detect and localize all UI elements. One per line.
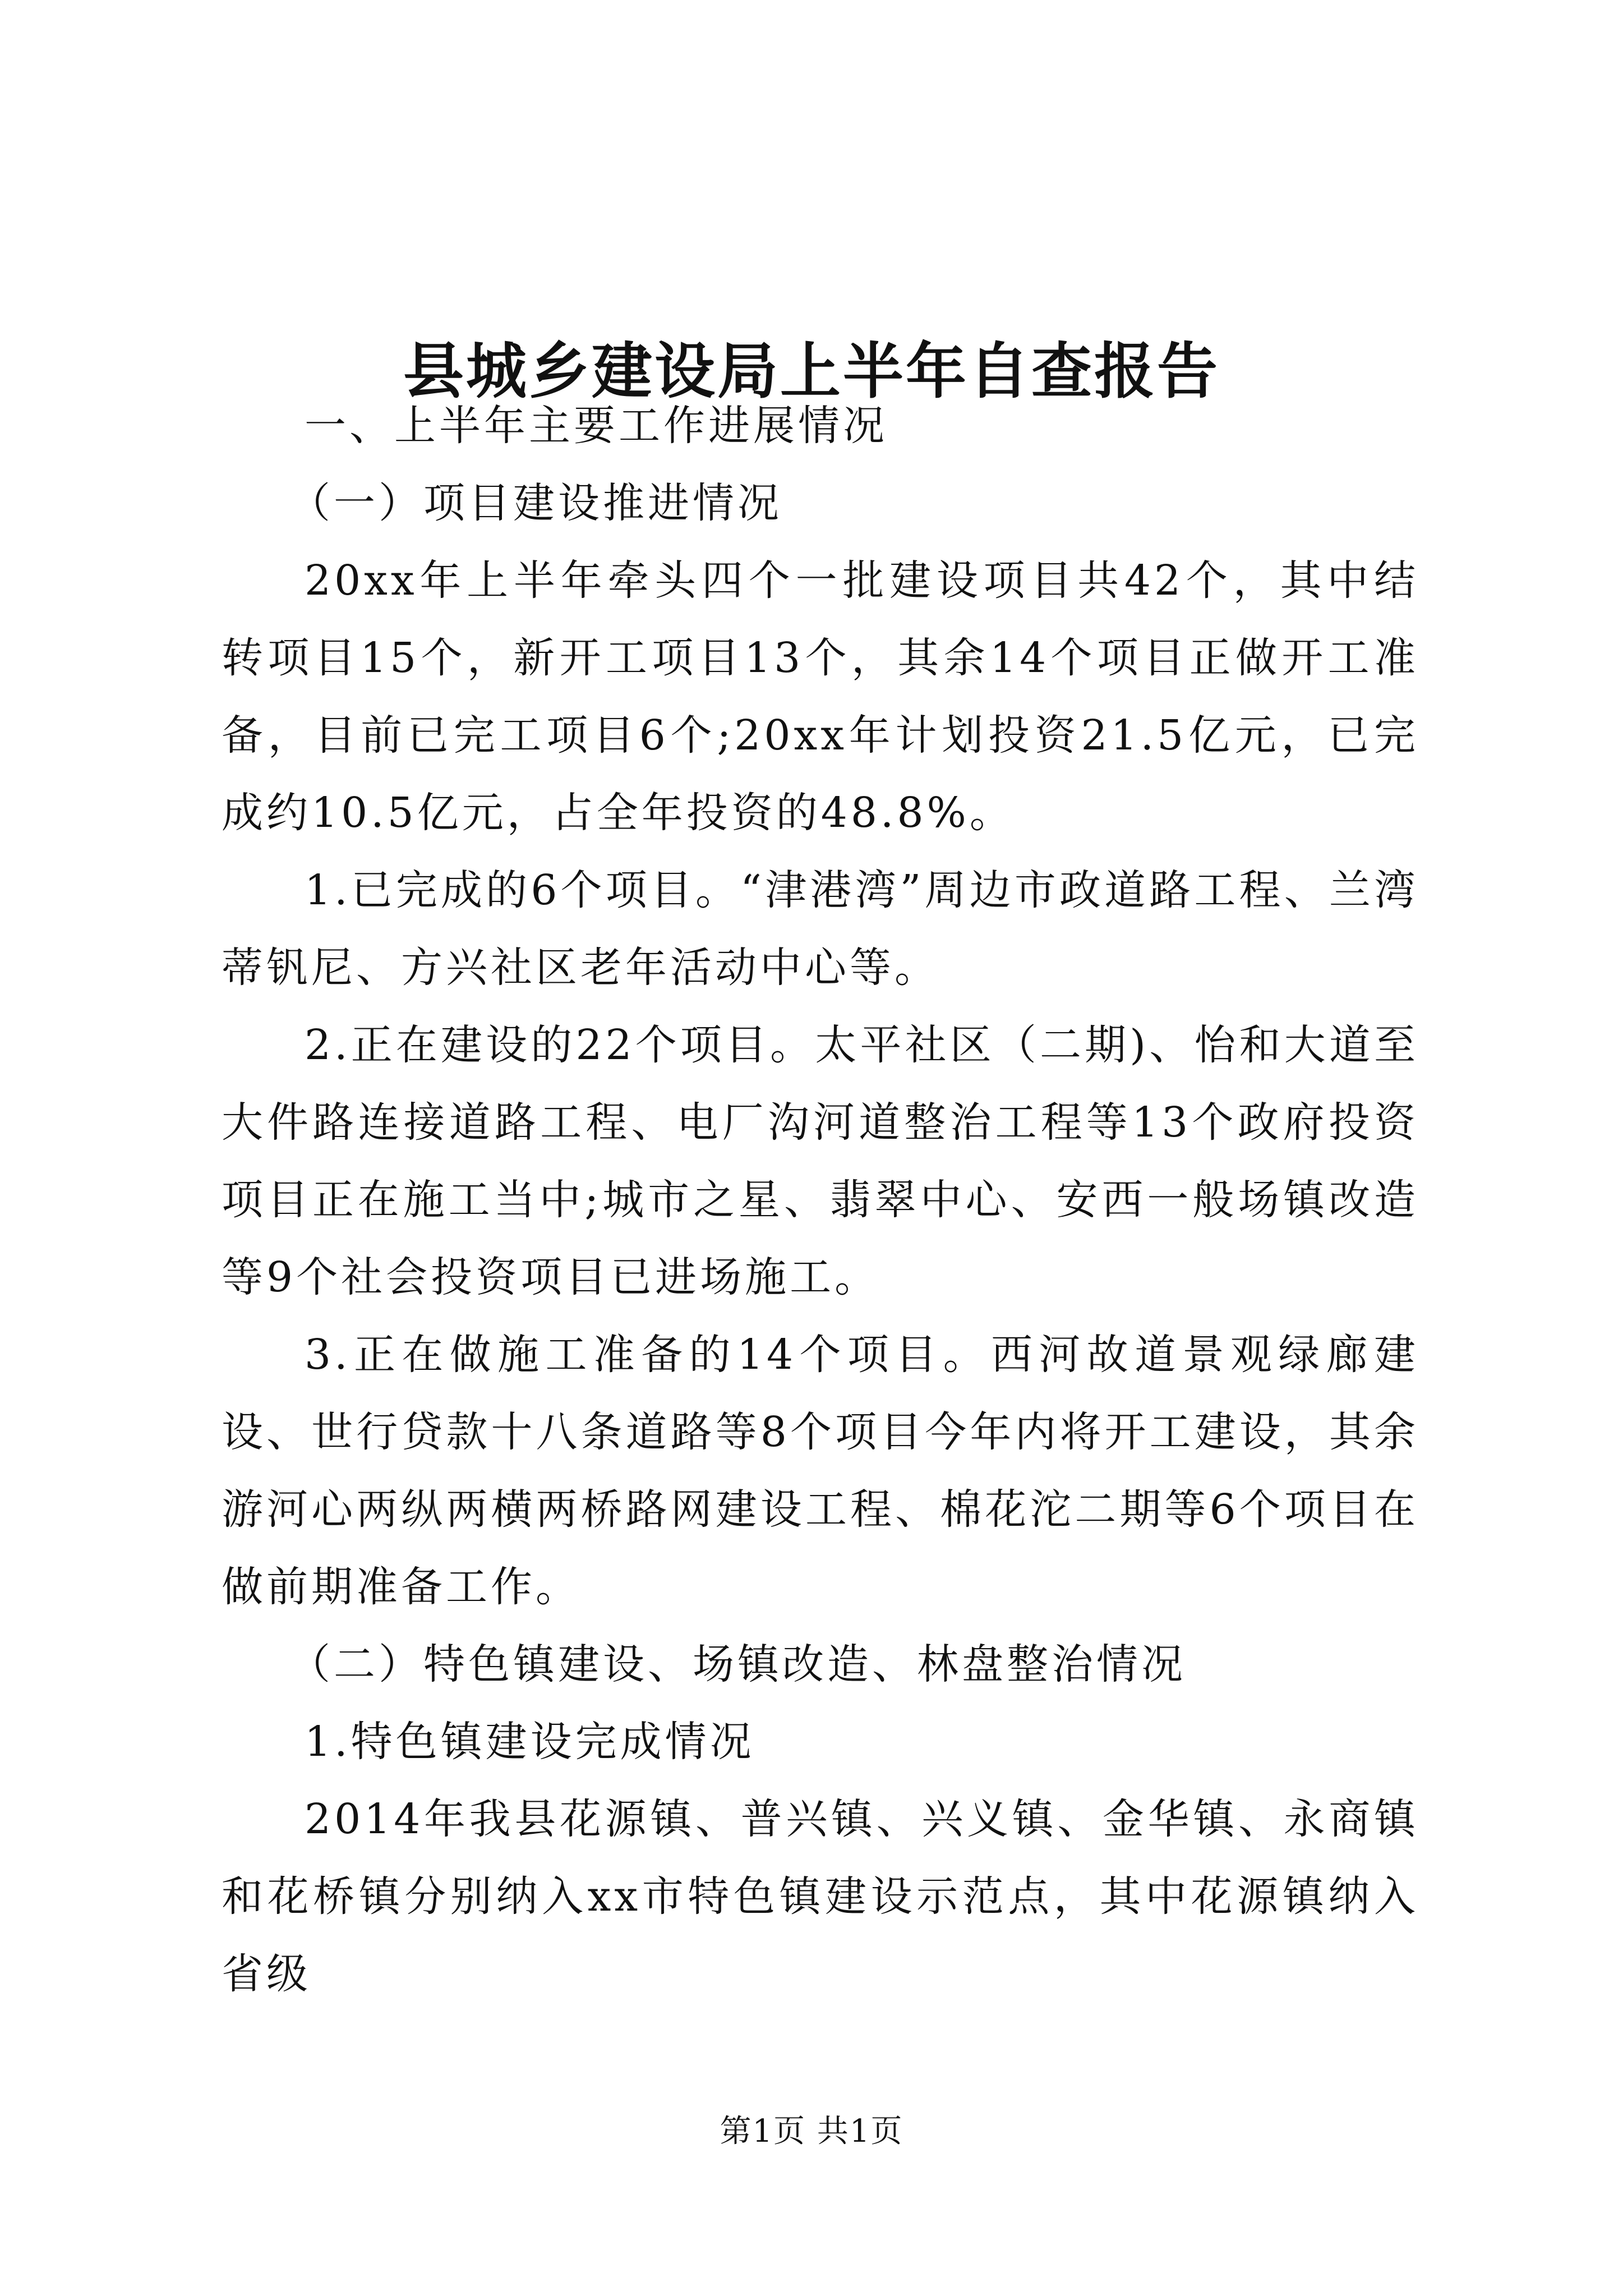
- section-heading-1: 一、上半年主要工作进展情况: [305, 402, 888, 450]
- subsection-heading-2: （二）特色镇建设、场镇改造、林盘整治情况: [289, 1640, 1186, 1688]
- paragraph-special-towns: 2014年我县花源镇、普兴镇、兴义镇、金华镇、永商镇和花桥镇分别纳入xx市特色镇建设示范点，其中花源镇纳入省级: [222, 1795, 1419, 1998]
- paragraph-summary: 20xx年上半年牵头四个一批建设项目共42个，其中结转项目15个，新开工项目13个，其余14个项目正做开工准备，目前已完工项目6个;20xx年计划投资21.5亿元，已完成约10.5亿元，占全年投资的48.8%。: [222, 556, 1419, 837]
- paragraph-item-3: 3.正在做施工准备的14个项目。西河故道景观绿廊建设、世行贷款十八条道路等8个项目今年内将开工建设，其余游河心两纵两横两桥路网建设工程、棉花沱二期等6个项目在做前期准备工作。: [222, 1331, 1419, 1611]
- paragraph-item-1: 1.已完成的6个项目。“津港湾”周边市政道路工程、兰湾蒂钒尼、方兴社区老年活动中心等。: [222, 866, 1419, 992]
- subsection-heading-1: （一）项目建设推进情况: [289, 479, 782, 527]
- list-heading-1: 1.特色镇建设完成情况: [305, 1718, 755, 1766]
- document-title: 县城乡建设局上半年自查报告: [403, 336, 1220, 407]
- page-footer: 第1页 共1页: [720, 2113, 903, 2150]
- paragraph-item-2: 2.正在建设的22个项目。太平社区（二期)、怡和大道至大件路连接道路工程、电厂沟河道整治工程等13个政府投资项目正在施工当中;城市之星、翡翠中心、安西一般场镇改造等9个社会投资项目已进场施工。: [222, 1021, 1419, 1301]
- document-body: [222, 387, 1419, 2013]
